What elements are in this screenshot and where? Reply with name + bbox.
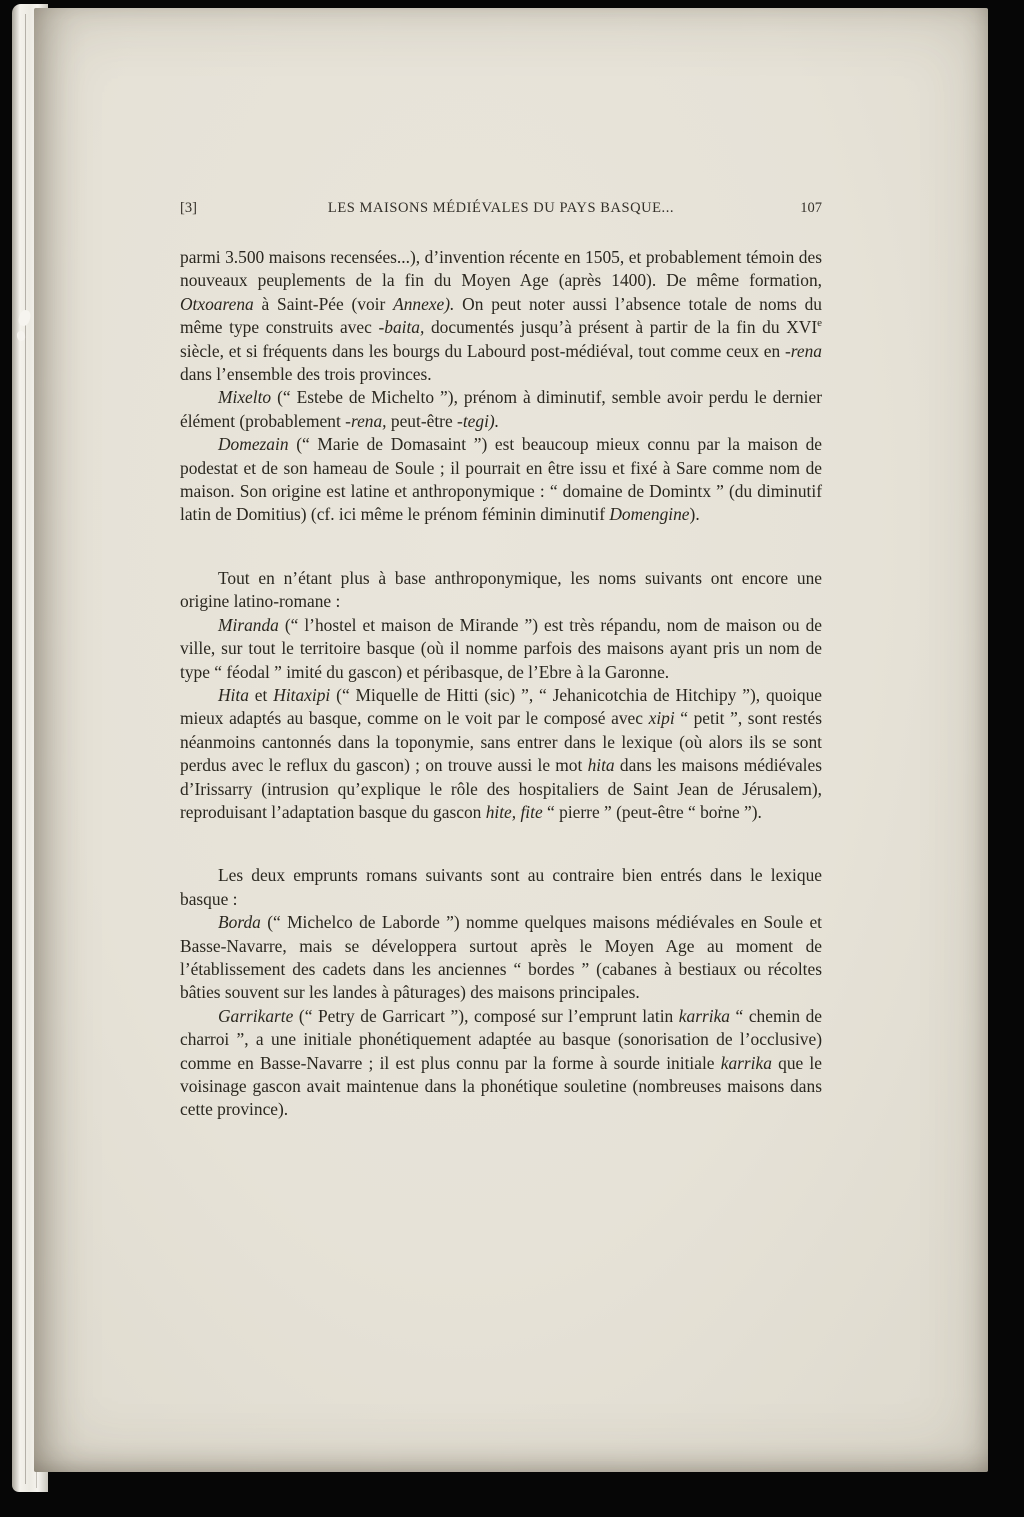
text-run: peut-être bbox=[386, 410, 458, 431]
running-title: LES MAISONS MÉDIÉVALES DU PAYS BASQUE... bbox=[327, 200, 675, 216]
text-run: (“ Marie de Domasaint ”) est beaucoup mieux connu par la maison de podestat et de son hameau de Soule ; il pourrait en être issu et fixé à Sare comme nom de maison. Son origine est latine et anthroponymique : “ domaine de Domintx ” (du diminutif latin de Domitius) (cf. ici même le prénom féminin diminutif bbox=[180, 434, 822, 525]
paragraph bbox=[180, 567, 822, 614]
superscript-text-run: e bbox=[817, 317, 822, 330]
italic-text-run: xipi bbox=[648, 708, 675, 729]
italic-text-run: Mixelto bbox=[218, 387, 272, 408]
italic-text-run: -baita, bbox=[378, 317, 425, 338]
italic-text-run: -rena, bbox=[345, 410, 387, 431]
text-run: documentés jusqu’à présent à partir de la fin du XVI bbox=[424, 317, 818, 338]
page-number: 107 bbox=[800, 200, 822, 216]
running-header bbox=[180, 200, 822, 217]
paragraph bbox=[180, 386, 822, 433]
text-run: (“ Michelco de Laborde ”) nomme quelques maisons médiévales en Soule et Basse-Navarre, mais se développera surtout après le Moyen Age au moment de l’établissement des cadets dans les anciennes “ bordes ” (cabanes à bestiaux ou récoltes bâties souvent sur les landes à pâturages) des maisons principales. bbox=[180, 912, 822, 1003]
text-run: dans l’ensemble des trois provinces. bbox=[180, 364, 432, 385]
text-run: ). bbox=[689, 504, 700, 525]
text-run: dans les maisons médiévales d’Irissarry (intrusion qu’explique le rôle des hospitaliers de Saint Jean de Jérusalem), reproduisant l’adaptation basque du gascon bbox=[180, 755, 822, 822]
text-run: et bbox=[248, 684, 274, 705]
italic-text-run: Domengine bbox=[609, 504, 690, 525]
section-marker: [3] bbox=[180, 200, 197, 216]
italic-text-run: Annexe). bbox=[393, 293, 455, 314]
paragraph bbox=[180, 864, 822, 911]
italic-text-run: hite, fite bbox=[485, 801, 543, 822]
paragraph bbox=[180, 1005, 822, 1122]
italic-text-run: karrika bbox=[720, 1052, 772, 1073]
paragraph bbox=[180, 911, 822, 1005]
paragraph bbox=[180, 433, 822, 527]
italic-text-run: Borda bbox=[218, 912, 261, 933]
text-run: parmi 3.500 maisons recensées...), d’invention récente en 1505, et probablement témoin des nouveaux peuplements de la fin du Moyen Age (après 1400). De même formation, bbox=[180, 247, 822, 291]
text-run: siècle, et si fréquents dans les bourgs du Labourd post-médiéval, tout comme ceux en bbox=[180, 340, 785, 361]
italic-text-run: -tegi). bbox=[457, 410, 500, 431]
text-run: que le voisinage gascon avait maintenue dans la phonétique souletine (nombreuses maisons dans cette province). bbox=[180, 1052, 822, 1120]
text-run: “ petit ”, sont restés néanmoins cantonnés dans la toponymie, sans entrer dans le lexique (où alors ils se sont perdus avec le reflux du gascon) ; on trouve aussi le mot bbox=[180, 708, 822, 776]
italic-text-run: Hitaxipi bbox=[273, 684, 331, 705]
italic-text-run: -rena bbox=[784, 340, 822, 361]
paragraph bbox=[180, 684, 822, 824]
text-run: (“ l’hostel et maison de Mirande ”) est très répandu, nom de maison ou de ville, sur tout le territoire basque (où il nomme parfois des maisons ayant pris un nom de type “ féodal ” imité du gascon) et péribasque, de l’Ebre à la Garonne. bbox=[180, 614, 822, 682]
paragraph bbox=[180, 246, 822, 386]
text-run: Les deux emprunts romans suivants sont au contraire bien entrés dans le lexique basque : bbox=[180, 865, 822, 909]
italic-text-run: hita bbox=[587, 755, 615, 776]
italic-text-run: Miranda bbox=[218, 614, 279, 635]
text-run: On peut noter aussi l’absence totale de noms du même type construits avec bbox=[180, 293, 822, 338]
text-run: (“ Miquelle de Hitti (sic) ”, “ Jehanicotchia de Hitchipy ”), quoique mieux adaptés au basque, comme on le voit par le composé avec bbox=[180, 684, 823, 729]
text-run: “ pierre ” (peut-être “ boṙne ”). bbox=[542, 801, 762, 822]
text-run: “ chemin de charroi ”, a une initiale phonétiquement adaptée au basque (sonorisation de l’occlusive) comme en Basse-Navarre ; il est plus connu par la forme à sourde initiale bbox=[180, 1005, 822, 1073]
text-run: (“ Petry de Garricart ”), composé sur l’emprunt latin bbox=[293, 1005, 679, 1026]
text-run: à Saint-Pée (voir bbox=[253, 293, 394, 314]
italic-text-run: karrika bbox=[678, 1005, 730, 1026]
italic-text-run: Domezain bbox=[218, 434, 289, 455]
page-body bbox=[180, 246, 822, 1122]
page-content bbox=[180, 8, 822, 1122]
italic-text-run: Hita bbox=[218, 684, 249, 705]
italic-text-run: Otxoarena bbox=[180, 293, 254, 314]
paragraph bbox=[180, 614, 822, 684]
text-run: (“ Estebe de Michelto ”), prénom à diminutif, semble avoir perdu le dernier élément (probablement bbox=[180, 387, 822, 431]
text-run: Tout en n’étant plus à base anthroponymique, les noms suivants ont encore une origine latino-romane : bbox=[180, 567, 822, 612]
book-page bbox=[34, 8, 988, 1472]
italic-text-run: Garrikarte bbox=[218, 1005, 294, 1026]
